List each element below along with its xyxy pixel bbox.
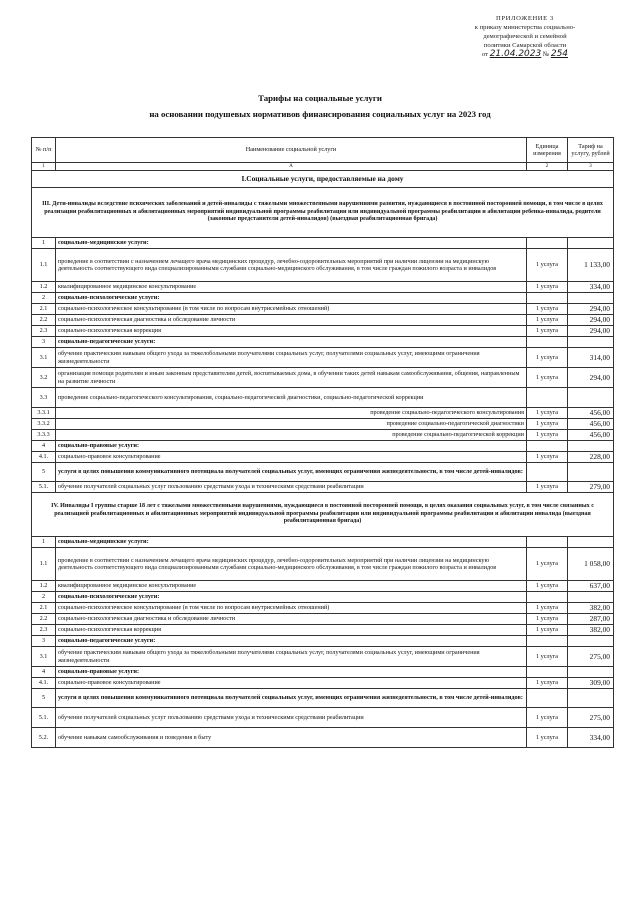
service-name: проведение социально-педагогического консультирования, социально-педагогической диагностики, социально-педагогической коррекции [56, 388, 527, 408]
service-name: проведение в соответствии с назначением лечащего врача медицинских процедур, лечебно-оздоровительных мероприятий при наличии лицензии на медицинскую деятельность соответствующего вида специализированными службами социально-медицинского обслуживания, в том числе граждан пожилого возраста и инвалидов [56, 548, 527, 581]
tariff-value [568, 388, 614, 408]
row-number: 3.2 [32, 368, 56, 388]
row-number: 3.3.3 [32, 430, 56, 441]
row-number: 2 [32, 293, 56, 304]
service-name: социально-правовое консультирование [56, 452, 527, 463]
unit: 1 услуга [527, 282, 568, 293]
row-number: 5 [32, 463, 56, 482]
tariff-value [568, 441, 614, 452]
tariff-value [568, 463, 614, 482]
row-number: 4 [32, 667, 56, 678]
category-row [32, 537, 614, 548]
row-number: 5.1. [32, 708, 56, 728]
unit [527, 293, 568, 304]
service-row [32, 482, 614, 493]
tariff-value: 287,00 [568, 614, 614, 625]
tariff-value [568, 293, 614, 304]
tariff-value: 1 058,00 [568, 548, 614, 581]
unit: 1 услуга [527, 647, 568, 667]
section-title: I.Социальные услуги, предоставляемые на дому [32, 171, 614, 188]
service-name: социально-педагогические услуги: [56, 636, 527, 647]
service-row [32, 419, 614, 430]
unit [527, 689, 568, 708]
unit [527, 463, 568, 482]
row-number: 3.1 [32, 348, 56, 368]
section-row [32, 171, 614, 188]
service-name: социально-психологическая коррекция [56, 326, 527, 337]
tariff-value [568, 337, 614, 348]
row-number: 4.1. [32, 678, 56, 689]
service-name: проведение в соответствии с назначением лечащего врача медицинских процедур, лечебно-оздоровительных мероприятий при наличии лицензии на медицинскую деятельность соответствующего вида специализированными службами социально-медицинского обслуживания, в том числе граждан пожилого возраста и инвалидов [56, 249, 527, 282]
unit: 1 услуга [527, 304, 568, 315]
row-number: 4.1. [32, 452, 56, 463]
service-name: проведение социально-педагогической коррекции [56, 430, 527, 441]
tariff-value: 382,00 [568, 603, 614, 614]
service-row [32, 304, 614, 315]
tariff-value: 294,00 [568, 304, 614, 315]
service-name: социально-психологические услуги: [56, 293, 527, 304]
tariff-value: 456,00 [568, 408, 614, 419]
table-header-row [32, 138, 614, 163]
service-name: социально-психологическое консультирование (в том числе по вопросам внутрисемейных отношений) [56, 304, 527, 315]
service-row [32, 249, 614, 282]
row-number: 2.2 [32, 315, 56, 326]
row-number: 4 [32, 441, 56, 452]
column-number-row [32, 163, 614, 171]
document-header [450, 14, 600, 59]
tariff-value [568, 238, 614, 249]
tariff-value: 228,00 [568, 452, 614, 463]
service-row [32, 548, 614, 581]
unit [527, 636, 568, 647]
tariff-value: 309,00 [568, 678, 614, 689]
service-row [32, 326, 614, 337]
category-row [32, 293, 614, 304]
unit [527, 388, 568, 408]
service-name: социально-правовое консультирование [56, 678, 527, 689]
service-row [32, 647, 614, 667]
number-prefix: № [542, 51, 550, 58]
date-prefix: от [481, 51, 489, 58]
column-header: Наименование социальной услуги [56, 138, 527, 163]
service-name: социально-психологические услуги: [56, 592, 527, 603]
date-line [450, 50, 600, 59]
unit [527, 667, 568, 678]
service-name: социально-педагогические услуги: [56, 337, 527, 348]
service-row [32, 368, 614, 388]
tariff-value: 456,00 [568, 430, 614, 441]
row-number: 3.3.2 [32, 419, 56, 430]
service-name: обучение навыкам самообслуживания и поведения в быту [56, 728, 527, 748]
row-number: 3.3.1 [32, 408, 56, 419]
service-row [32, 315, 614, 326]
row-number: 3.3 [32, 388, 56, 408]
service-name: обучение получателей социальных услуг пользованию средствами ухода и техническими средствами реабилитации [56, 482, 527, 493]
unit [527, 337, 568, 348]
column-header: Единица измерения [527, 138, 568, 163]
service-row [32, 614, 614, 625]
row-number: 1 [32, 238, 56, 249]
service-row [32, 603, 614, 614]
unit [527, 441, 568, 452]
tariff-value [568, 636, 614, 647]
service-name: услуги в целях повышения коммуникативного потенциала получателей социальных услуг, имеющих ограничения жизнедеятельности, в том числе детей-инвалидов: [56, 689, 527, 708]
row-number: 2.1 [32, 304, 56, 315]
unit: 1 услуга [527, 452, 568, 463]
title-line-1: Тарифы на социальные услуги [258, 93, 382, 103]
tariff-value [568, 592, 614, 603]
service-name: проведение социально-педагогической диагностики [56, 419, 527, 430]
tariff-value: 382,00 [568, 625, 614, 636]
unit [527, 592, 568, 603]
service-name: организация помощи родителям и иным законным представителям детей, воспитываемых дома, в обучении таких детей навыкам самообслуживания, общения, направленным на развитие личности [56, 368, 527, 388]
header-line: к приказу министерства социально- [474, 24, 576, 31]
row-number: 2.3 [32, 326, 56, 337]
unit: 1 услуга [527, 708, 568, 728]
unit [527, 238, 568, 249]
row-number: 1.1 [32, 548, 56, 581]
row-number: 1.1 [32, 249, 56, 282]
service-name: социально-психологическая коррекция [56, 625, 527, 636]
service-row [32, 452, 614, 463]
column-number: А [56, 163, 527, 171]
unit: 1 услуга [527, 368, 568, 388]
unit: 1 услуга [527, 408, 568, 419]
category-row [32, 592, 614, 603]
unit [527, 537, 568, 548]
service-row [32, 282, 614, 293]
category-row [32, 689, 614, 708]
column-header: Тариф на услугу, рублей [568, 138, 614, 163]
unit: 1 услуга [527, 625, 568, 636]
header-line: демографической и семейной [483, 33, 567, 40]
date-value: 21.04.2023 [489, 49, 542, 59]
row-number: 1 [32, 537, 56, 548]
service-row [32, 728, 614, 748]
service-row [32, 430, 614, 441]
document-title [0, 92, 640, 120]
service-row [32, 348, 614, 368]
number-value: 254 [550, 49, 569, 59]
header-line: политики Самарской области [483, 42, 567, 49]
row-number: 2 [32, 592, 56, 603]
group-title: III. Дети-инвалиды вследствие психических заболеваний и детей-инвалиды с тяжелыми множественными нарушениями развития, нуждающиеся в постоянной посторонней помощи, в том числе в целях реализации реабилитационных и абилитационных мероприятий индивидуальной программы реабилитации или индивидуальной программы реабилитации и абилитации ребенка-инвалида, родители (законные представители детей-инвалидов) (выездная реабилитационная бригада) [32, 188, 614, 238]
column-header: № п/п [32, 138, 56, 163]
tariff-value: 279,00 [568, 482, 614, 493]
unit: 1 услуга [527, 548, 568, 581]
tariff-value: 334,00 [568, 282, 614, 293]
row-number: 1.2 [32, 581, 56, 592]
category-row [32, 337, 614, 348]
service-name: социально-психологическая диагностика и обследование личности [56, 315, 527, 326]
tariff-value: 275,00 [568, 647, 614, 667]
column-number: 2 [527, 163, 568, 171]
service-name: квалифицированное медицинское консультирование [56, 581, 527, 592]
tariff-value [568, 689, 614, 708]
row-number: 2.1 [32, 603, 56, 614]
category-row [32, 441, 614, 452]
tariff-value: 456,00 [568, 419, 614, 430]
row-number: 1.2 [32, 282, 56, 293]
service-name: обучение практическим навыкам общего ухода за тяжелобольными получателями социальных услуг, получателями социальных услуг, имеющими ограничения жизнедеятельности [56, 647, 527, 667]
service-name: социально-правовые услуги: [56, 441, 527, 452]
row-number: 3.1 [32, 647, 56, 667]
service-name: обучение получателей социальных услуг пользованию средствами ухода и техническими средствами реабилитации [56, 708, 527, 728]
service-name: проведение социально-педагогического консультирования [56, 408, 527, 419]
service-row [32, 625, 614, 636]
unit: 1 услуга [527, 315, 568, 326]
unit: 1 услуга [527, 326, 568, 337]
category-row [32, 667, 614, 678]
unit: 1 услуга [527, 728, 568, 748]
unit: 1 услуга [527, 249, 568, 282]
column-number: 3 [568, 163, 614, 171]
unit: 1 услуга [527, 678, 568, 689]
unit: 1 услуга [527, 419, 568, 430]
column-number: 1 [32, 163, 56, 171]
tariff-value: 314,00 [568, 348, 614, 368]
tariff-value: 294,00 [568, 326, 614, 337]
unit: 1 услуга [527, 603, 568, 614]
tariff-value: 294,00 [568, 315, 614, 326]
tariff-value: 294,00 [568, 368, 614, 388]
appendix-label: ПРИЛОЖЕНИЕ 3 [496, 15, 554, 22]
service-name: социально-медицинские услуги: [56, 238, 527, 249]
row-number: 5 [32, 689, 56, 708]
category-row [32, 636, 614, 647]
service-row [32, 408, 614, 419]
row-number: 3 [32, 636, 56, 647]
group-row [32, 493, 614, 537]
unit: 1 услуга [527, 348, 568, 368]
service-name: социально-психологическое консультирование (в том числе по вопросам внутрисемейных отношений) [56, 603, 527, 614]
title-line-2: на основании подушевых нормативов финансирования социальных услуг на 2023 год [149, 109, 491, 119]
service-row [32, 581, 614, 592]
unit: 1 услуга [527, 614, 568, 625]
category-row [32, 238, 614, 249]
row-number: 2.2 [32, 614, 56, 625]
tariff-value [568, 537, 614, 548]
tariff-value: 1 133,00 [568, 249, 614, 282]
service-row [32, 678, 614, 689]
unit: 1 услуга [527, 430, 568, 441]
category-row [32, 463, 614, 482]
row-number: 5.2. [32, 728, 56, 748]
tariff-value: 334,00 [568, 728, 614, 748]
unit: 1 услуга [527, 581, 568, 592]
service-name: социально-медицинские услуги: [56, 537, 527, 548]
service-row [32, 708, 614, 728]
service-name: социально-правовые услуги: [56, 667, 527, 678]
tariff-value [568, 667, 614, 678]
row-number: 2.3 [32, 625, 56, 636]
service-name: квалифицированное медицинское консультирование [56, 282, 527, 293]
group-title: IV. Инвалиды I группы старше 18 лет с тяжелыми множественными нарушениями, нуждающиеся в постоянной посторонней помощи, в целях оказания социальных услуг, в том числе связанных с реализацией реабилитационных и абилитационных мероприятий индивидуальной программы реабилитации или индивидуальной программы реабилитации и абилитации инвалида (выездная реабилитационная бригада) [32, 493, 614, 537]
row-number: 3 [32, 337, 56, 348]
service-name: услуги в целях повышения коммуникативного потенциала получателей социальных услуг, имеющих ограничения жизнедеятельности, в том числе детей-инвалидов: [56, 463, 527, 482]
row-number: 5.1. [32, 482, 56, 493]
tariff-value: 637,00 [568, 581, 614, 592]
service-name: социально-психологическая диагностика и обследование личности [56, 614, 527, 625]
unit: 1 услуга [527, 482, 568, 493]
tariff-value: 275,00 [568, 708, 614, 728]
tariff-table [31, 137, 614, 748]
service-name: обучение практическим навыкам общего ухода за тяжелобольными получателями социальных услуг, получателями социальных услуг, имеющими ограничения жизнедеятельности [56, 348, 527, 368]
group-row [32, 188, 614, 238]
service-row [32, 388, 614, 408]
